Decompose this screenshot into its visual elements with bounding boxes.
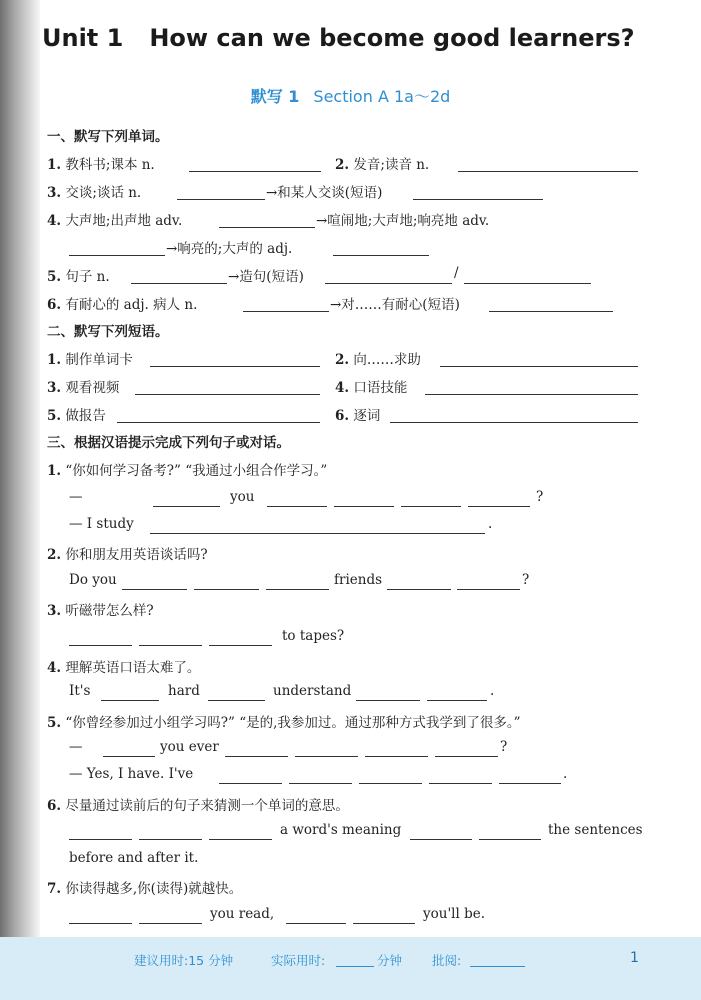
p3-answer-blank[interactable] xyxy=(410,839,472,840)
part1-heading: 一、默写下列单词。 xyxy=(47,129,169,145)
part3-heading: 三、根据汉语提示完成下列句子或对话。 xyxy=(47,435,290,451)
review-field[interactable] xyxy=(470,966,525,967)
p3-answer-blank[interactable] xyxy=(468,506,530,507)
p3-answer-blank[interactable] xyxy=(209,645,272,646)
section-subtitle: 默写 1 Section A 1a～2d xyxy=(250,87,451,106)
p3-q5-answer: — Yes, I have. I've xyxy=(69,766,194,782)
p3-q3: 3. 听磁带怎么样? xyxy=(47,603,154,619)
p3-q4-period: . xyxy=(490,683,495,699)
p2-item-4: 4. 口语技能 xyxy=(335,380,408,396)
p3-answer-blank[interactable] xyxy=(101,700,159,701)
review-label: 批阅: xyxy=(432,953,462,968)
p3-answer-blank[interactable] xyxy=(289,783,352,784)
p1-item-1: 1. 教科书;课本 n. xyxy=(47,157,155,173)
p1-item-3-phrase: →和某人交谈(短语) xyxy=(266,185,383,201)
p3-answer-blank[interactable] xyxy=(225,756,288,757)
p1-answer-blank[interactable] xyxy=(333,255,429,256)
p3-answer-blank[interactable] xyxy=(139,645,202,646)
p3-q2-doyou: Do you xyxy=(69,572,117,588)
p1-answer-blank[interactable] xyxy=(458,171,638,172)
p3-answer-blank[interactable] xyxy=(479,839,541,840)
p3-answer-blank[interactable] xyxy=(356,700,420,701)
p3-answer-blank[interactable] xyxy=(219,783,282,784)
page-number: 1 xyxy=(630,950,639,966)
p3-answer-blank[interactable] xyxy=(122,589,187,590)
p3-q2: 2. 你和朋友用英语谈话吗? xyxy=(47,547,208,563)
p3-q5-youever: you ever xyxy=(160,739,219,755)
p3-answer-blank[interactable] xyxy=(387,589,451,590)
p3-q7-youread: you read, xyxy=(210,906,275,922)
p3-answer-blank[interactable] xyxy=(69,645,132,646)
p1-item-5-slash: / xyxy=(454,265,459,281)
p1-answer-blank[interactable] xyxy=(243,311,329,312)
p2-answer-blank[interactable] xyxy=(135,394,320,395)
p1-answer-blank[interactable] xyxy=(131,283,227,284)
p3-answer-blank[interactable] xyxy=(499,783,561,784)
p3-answer-blank[interactable] xyxy=(427,700,487,701)
p1-item-3: 3. 交谈;谈话 n. xyxy=(47,185,142,201)
p3-q4-hard: hard xyxy=(168,683,200,699)
p3-answer-blank[interactable] xyxy=(353,923,415,924)
p3-answer-blank[interactable] xyxy=(435,756,498,757)
p3-q6: 6. 尽量通过读前后的句子来猜测一个单词的意思。 xyxy=(47,798,349,814)
p2-answer-blank[interactable] xyxy=(425,394,638,395)
footer-bar xyxy=(0,937,701,1000)
suggested-time: 建议用时:15 分钟 xyxy=(134,953,234,968)
p3-answer-blank[interactable] xyxy=(429,783,492,784)
p3-answer-blank[interactable] xyxy=(266,589,329,590)
p3-answer-blank[interactable] xyxy=(208,700,265,701)
actual-time-unit: 分钟 xyxy=(377,953,403,968)
p2-item-5: 5. 做报告 xyxy=(47,408,106,424)
p2-item-1: 1. 制作单词卡 xyxy=(47,352,133,368)
p3-answer-blank[interactable] xyxy=(359,783,422,784)
p3-answer-blank[interactable] xyxy=(194,589,259,590)
p3-q4-its: It's xyxy=(69,683,91,699)
p1-item-6: 6. 有耐心的 adj. 病人 n. xyxy=(47,297,198,313)
p3-q7-youllbe: you'll be. xyxy=(423,906,486,922)
p3-answer-blank[interactable] xyxy=(139,923,202,924)
p3-answer-blank[interactable] xyxy=(153,506,220,507)
p3-q7: 7. 你读得越多,你(读得)就越快。 xyxy=(47,881,243,897)
actual-time-field[interactable] xyxy=(336,966,374,967)
p1-item-4-derived: →喧闹地;大声地;响亮地 adv. xyxy=(316,213,490,229)
p3-answer-blank[interactable] xyxy=(69,923,132,924)
p3-answer-blank[interactable] xyxy=(69,839,132,840)
p3-q4-understand: understand xyxy=(273,683,352,699)
p2-answer-blank[interactable] xyxy=(390,422,638,423)
p3-q1-dash: — xyxy=(69,489,83,505)
p2-answer-blank[interactable] xyxy=(440,366,638,367)
p3-q3-totapes: to tapes? xyxy=(282,628,345,644)
p3-answer-blank[interactable] xyxy=(401,506,461,507)
p3-answer-blank[interactable] xyxy=(103,756,155,757)
p1-answer-blank[interactable] xyxy=(413,199,543,200)
p2-answer-blank[interactable] xyxy=(150,366,320,367)
p3-q5-dash: — xyxy=(69,739,83,755)
p3-q1-you: you xyxy=(230,489,255,505)
p1-answer-blank[interactable] xyxy=(177,199,265,200)
p3-q6-beforeafter: before and after it. xyxy=(69,850,199,866)
p3-answer-blank[interactable] xyxy=(150,533,485,534)
p3-q1-answer: — I study xyxy=(69,516,134,532)
p3-q6-meaning: a word's meaning xyxy=(280,822,402,838)
p1-item-2: 2. 发音;读音 n. xyxy=(335,157,430,173)
p1-answer-blank[interactable] xyxy=(189,171,321,172)
p1-answer-blank[interactable] xyxy=(325,283,452,284)
p1-answer-blank[interactable] xyxy=(464,283,591,284)
p3-answer-blank[interactable] xyxy=(139,839,202,840)
p1-answer-blank[interactable] xyxy=(489,311,613,312)
part2-heading: 二、默写下列短语。 xyxy=(47,324,169,340)
p3-q2-qmark: ? xyxy=(522,572,530,588)
p3-q6-sentences: the sentences xyxy=(548,822,643,838)
p1-item-5: 5. 句子 n. xyxy=(47,269,110,285)
p3-q1: 1. “你如何学习备考?” “我通过小组合作学习。” xyxy=(47,463,328,479)
p3-q5-qmark: ? xyxy=(500,739,508,755)
p2-answer-blank[interactable] xyxy=(117,422,320,423)
unit-title: Unit 1 How can we become good learners? xyxy=(42,24,635,52)
p3-answer-blank[interactable] xyxy=(286,923,346,924)
p1-item-4-adj: →响亮的;大声的 adj. xyxy=(166,241,293,257)
p3-q1-qmark: ? xyxy=(536,489,544,505)
p3-answer-blank[interactable] xyxy=(457,589,520,590)
p1-item-6-phrase: →对……有耐心(短语) xyxy=(330,297,460,313)
p3-answer-blank[interactable] xyxy=(365,756,428,757)
p1-item-5-phrase: →造句(短语) xyxy=(228,269,304,285)
p2-item-6: 6. 逐词 xyxy=(335,408,381,424)
actual-time-label: 实际用时: xyxy=(271,953,326,968)
p1-answer-blank[interactable] xyxy=(219,227,315,228)
p3-q5-period: . xyxy=(563,766,568,782)
p3-q4: 4. 理解英语口语太难了。 xyxy=(47,660,201,676)
p2-item-3: 3. 观看视频 xyxy=(47,380,120,396)
p3-answer-blank[interactable] xyxy=(334,506,394,507)
p3-q1-period: . xyxy=(488,516,493,532)
p3-q5: 5. “你曾经参加过小组学习吗?” “是的,我参加过。通过那种方式我学到了很多。” xyxy=(47,715,521,731)
p1-item-4: 4. 大声地;出声地 adv. xyxy=(47,213,183,229)
p3-answer-blank[interactable] xyxy=(209,839,272,840)
p3-answer-blank[interactable] xyxy=(295,756,358,757)
p2-item-2: 2. 向……求助 xyxy=(335,352,421,368)
p1-answer-blank[interactable] xyxy=(69,255,165,256)
p3-answer-blank[interactable] xyxy=(267,506,327,507)
p3-q2-friends: friends xyxy=(334,572,383,588)
